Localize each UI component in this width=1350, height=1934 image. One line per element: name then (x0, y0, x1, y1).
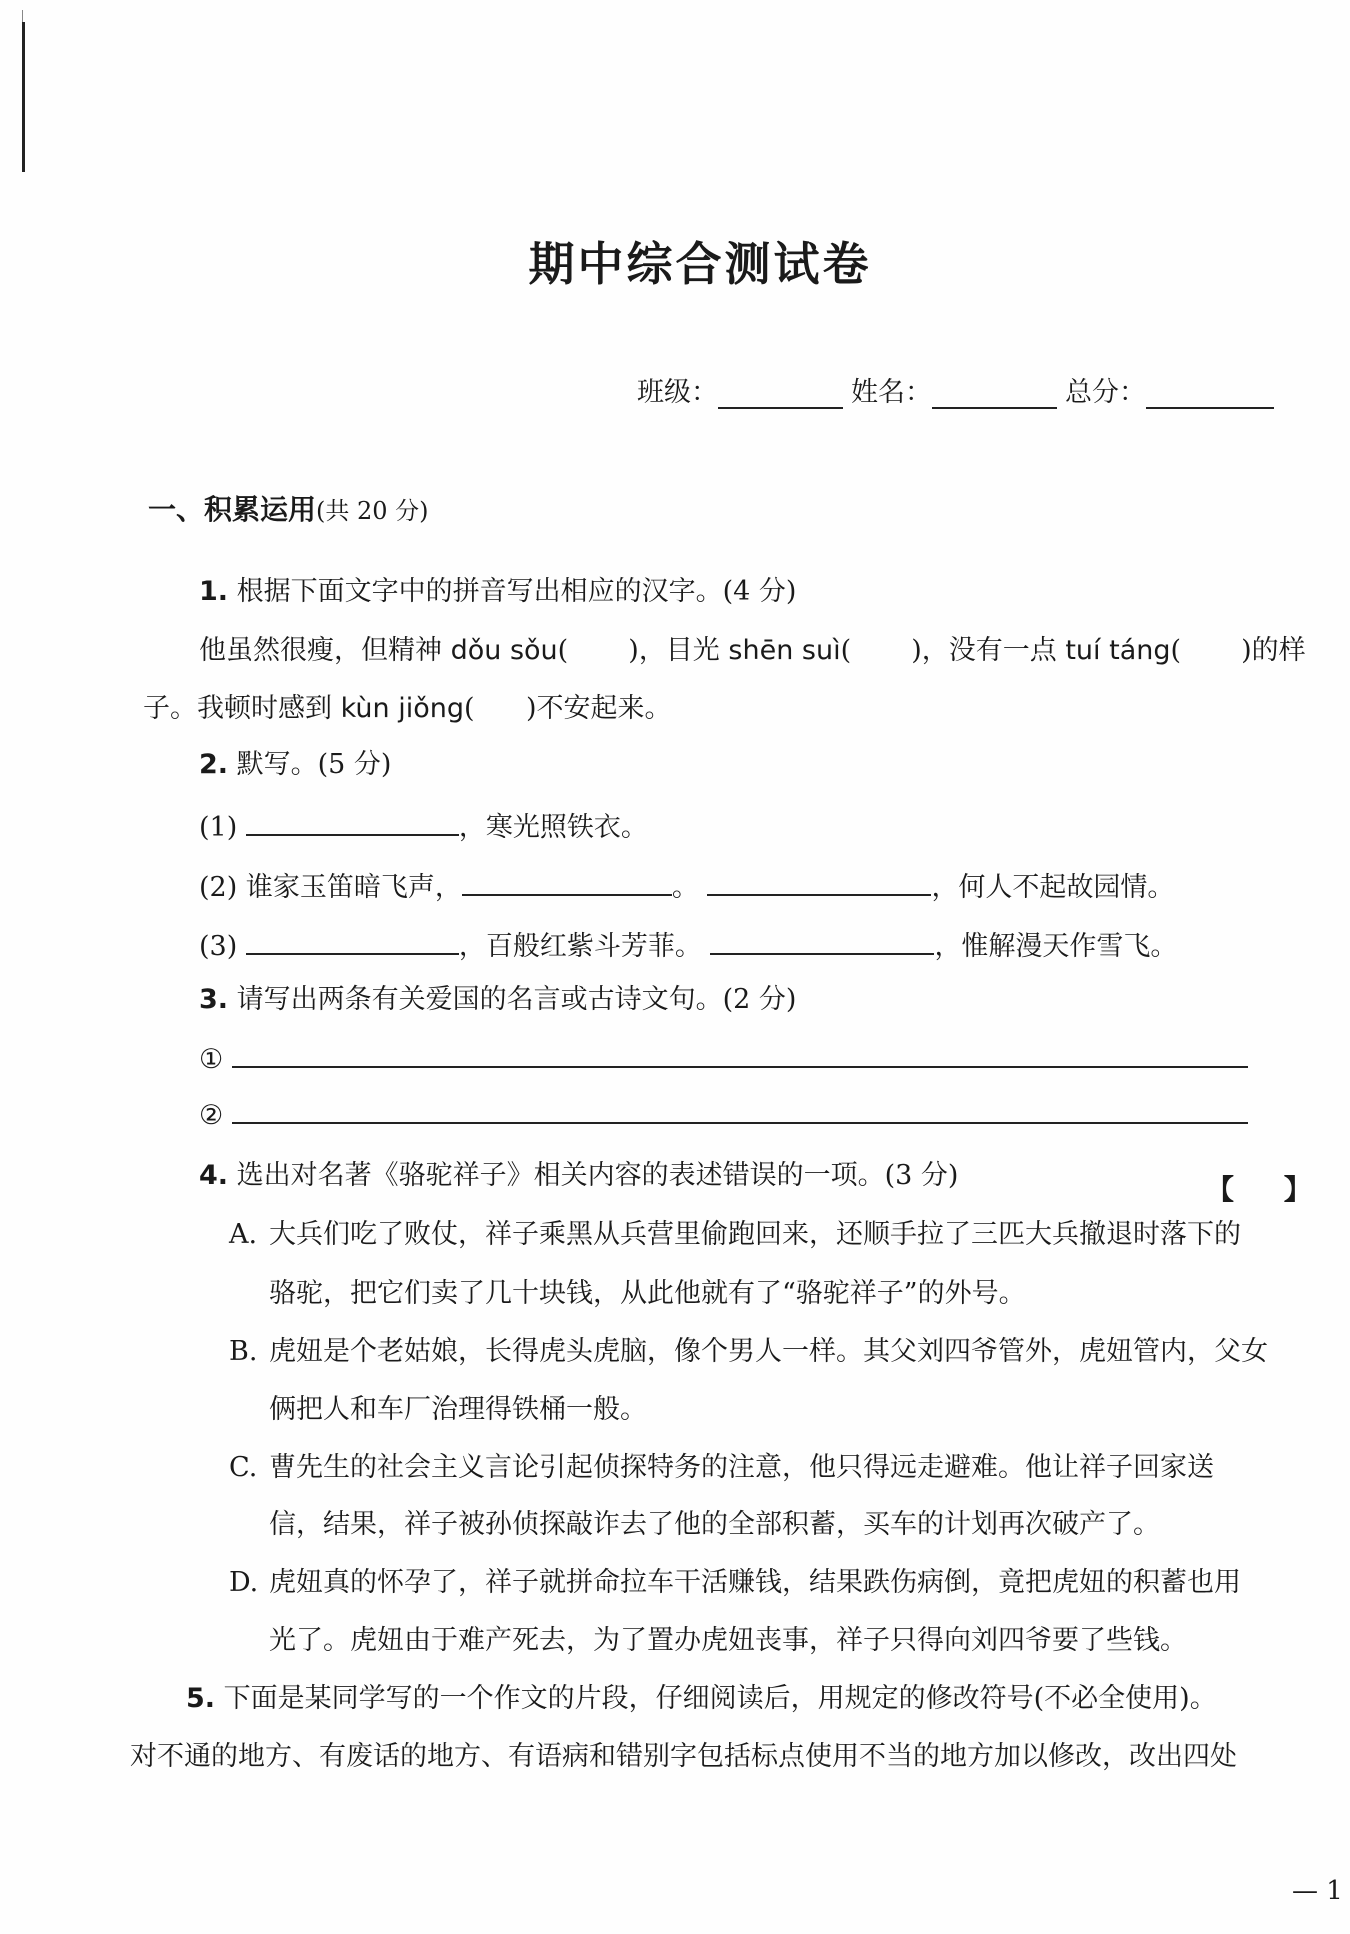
question-3-line-1: ① (199, 1040, 1248, 1076)
binding-line (22, 22, 25, 172)
answer-blank[interactable] (707, 868, 931, 896)
answer-line[interactable] (232, 1096, 1248, 1124)
question-2-item-1: (1) ，寒光照铁衣。 (199, 808, 648, 844)
answer-bracket[interactable]: 【 】 (1206, 1173, 1312, 1206)
answer-paren[interactable]: ( ) (840, 635, 922, 666)
option-d-line2: 光了。虎妞由于难产死去，为了置办虎妞丧事，祥子只得向刘四爷要了些钱。 (269, 1625, 1187, 1656)
answer-blank[interactable] (462, 868, 672, 896)
question-5-line1: 5. 下面是某同学写的一个作文的片段，仔细阅读后，用规定的修改符号(不必全使用)。 (186, 1683, 1217, 1714)
score-label: 总分： (1065, 377, 1146, 408)
question-1-text-line1: 他虽然很瘦，但精神 dǒu sǒu( )，目光 shēn suì( )，没有一点 tuí táng( )的样 (199, 635, 1306, 666)
question-2-item-3: (3) ，百般红紫斗芳菲。 ，惟解漫天作雪飞。 (199, 927, 1177, 963)
question-3-line-2: ② (199, 1096, 1248, 1132)
answer-blank[interactable] (246, 927, 459, 955)
class-field[interactable] (718, 381, 843, 409)
section-heading (148, 488, 429, 528)
question-4-prompt: 4. 选出对名著《骆驼祥子》相关内容的表述错误的一项。(3 分) (199, 1160, 959, 1191)
answer-paren[interactable]: ( ) (463, 693, 537, 724)
score-field[interactable] (1146, 381, 1274, 409)
student-info (637, 370, 1274, 409)
answer-blank[interactable] (710, 927, 934, 955)
question-1-prompt: 1. 根据下面文字中的拼音写出相应的汉字。(4 分) (199, 576, 797, 607)
class-label: 班级： (637, 377, 718, 408)
answer-paren[interactable]: ( ) (1170, 635, 1252, 666)
section-points: (共 20 分) (316, 497, 429, 525)
question-1-text-line2: 子。我顿时感到 kùn jiǒng( )不安起来。 (143, 693, 672, 724)
page-title: 期中综合测试卷 (528, 237, 872, 291)
name-field[interactable] (932, 381, 1057, 409)
question-5-line2: 对不通的地方、有废话的地方、有语病和错别字包括标点使用不当的地方加以修改，改出四处 (130, 1741, 1237, 1772)
option-b-line2: 俩把人和车厂治理得铁桶一般。 (269, 1394, 647, 1425)
option-b-line1[interactable]: B. 虎妞是个老姑娘，长得虎头虎脑，像个男人一样。其父刘四爷管外，虎妞管内，父女 (229, 1336, 1268, 1367)
option-d-line1[interactable]: D. 虎妞真的怀孕了，祥子就拼命拉车干活赚钱，结果跌伤病倒，竟把虎妞的积蓄也用 (229, 1567, 1241, 1598)
option-a-line2: 骆驼，把它们卖了几十块钱，从此他就有了“骆驼祥子”的外号。 (269, 1278, 1026, 1309)
answer-paren[interactable]: ( ) (557, 635, 639, 666)
page-number: — 1 (1292, 1876, 1343, 1906)
question-2-prompt: 2. 默写。(5 分) (199, 749, 392, 780)
question-3-prompt: 3. 请写出两条有关爱国的名言或古诗文句。(2 分) (199, 984, 797, 1015)
answer-blank[interactable] (246, 808, 459, 836)
option-a-line1[interactable]: A. 大兵们吃了败仗，祥子乘黑从兵营里偷跑回来，还顺手拉了三匹大兵撤退时落下的 (229, 1219, 1241, 1250)
question-2-item-2: (2) 谁家玉笛暗飞声， 。 ，何人不起故园情。 (199, 868, 1174, 904)
option-c-line1[interactable]: C. 曹先生的社会主义言论引起侦探特务的注意，他只得远走避难。他让祥子回家送 (229, 1452, 1214, 1483)
name-label: 姓名： (851, 377, 932, 408)
answer-line[interactable] (232, 1040, 1248, 1068)
option-c-line2: 信，结果，祥子被孙侦探敲诈去了他的全部积蓄，买车的计划再次破产了。 (269, 1509, 1160, 1540)
section-title: 一、积累运用 (148, 493, 317, 526)
